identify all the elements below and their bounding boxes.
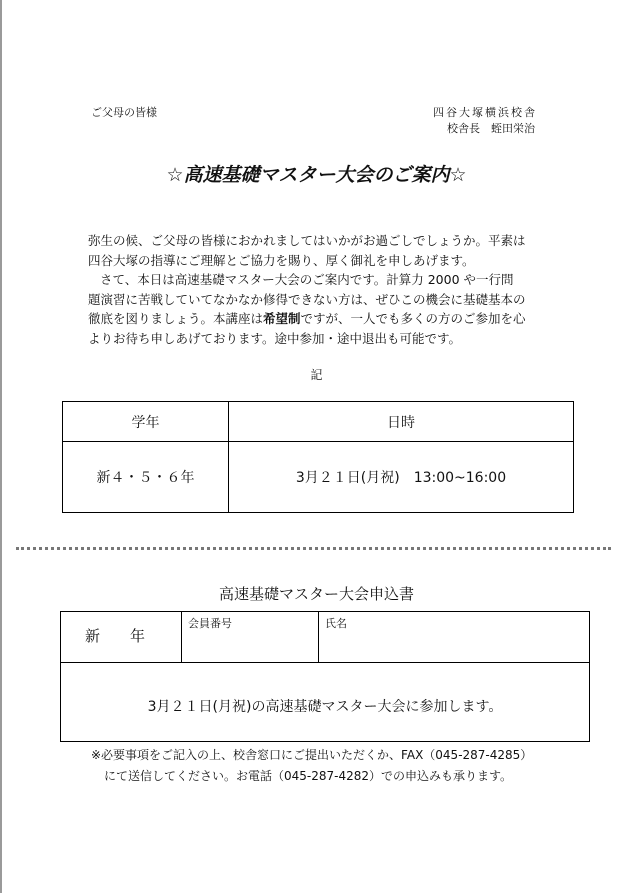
emphasis-text: 希望制 (263, 311, 301, 326)
body-line (88, 309, 558, 329)
schedule-table (62, 401, 574, 513)
participation-statement: 3月２１日(月祝)の高速基礎マスター大会に参加します。 (147, 699, 503, 715)
cut-line (16, 547, 611, 550)
form-title: 高速基礎マスター大会申込書 (218, 585, 414, 603)
name-label: 氏名 (325, 617, 347, 630)
body-line: 四谷大塚の指導にご理解とご協力を賜り、厚く御礼を申しあげます。 (88, 252, 475, 268)
header-date: 日時 (229, 402, 574, 442)
header-grade: 学年 (63, 402, 229, 442)
cell-datetime: 3月２１日(月祝) 13:00~16:00 (229, 442, 574, 513)
grade-field[interactable] (61, 612, 182, 662)
name-field[interactable] (319, 612, 589, 662)
page-left-edge (0, 0, 2, 893)
body-line-part: 徹底を図りましょう。本講座は (88, 311, 264, 326)
note-line: ※必要事項をご記入の上、校舎窓口にご提出いただくか、FAX（045-287-4285） (91, 748, 533, 762)
member-number-field[interactable] (182, 612, 319, 662)
note-line: にて送信してください。お電話（045-287-4282）での申込みも承ります。 (104, 769, 513, 783)
body-line: さて、本日は高速基礎マスター大会のご案内です。計算力 2000 や一行問 (100, 272, 514, 287)
table-header-row (63, 402, 574, 442)
body-line: 弥生の候、ご父母の皆様におかれましてはいかがお過ごしでしょうか。平素は (88, 233, 526, 248)
sender-school: 四谷大塚横浜校舎 (433, 106, 537, 119)
addressee: ご父母の皆様 (91, 106, 157, 119)
ki-mark: 記 (310, 368, 323, 382)
member-number-label: 会員番号 (188, 617, 232, 630)
table-row (63, 442, 574, 513)
body-line: 題演習に苦戦していてなかなか修得できない方は、ぜひこの機会に基礎基本の (88, 291, 526, 307)
form-divider (61, 662, 589, 663)
body-paragraph (88, 231, 558, 348)
cell-grade: 新４・５・６年 (63, 442, 229, 513)
grade-label: 新 年 (85, 627, 146, 645)
sender-principal: 校舎長 蛭田栄治 (447, 122, 535, 135)
body-line: よりお待ち申しあげております。途中参加・途中退出も可能です。 (88, 330, 462, 346)
body-line-part: ですが、一人でも多くの方のご参加を心 (300, 311, 526, 326)
page-title: ☆高速基礎マスター大会のご案内☆ (166, 164, 467, 186)
application-form (60, 611, 590, 742)
